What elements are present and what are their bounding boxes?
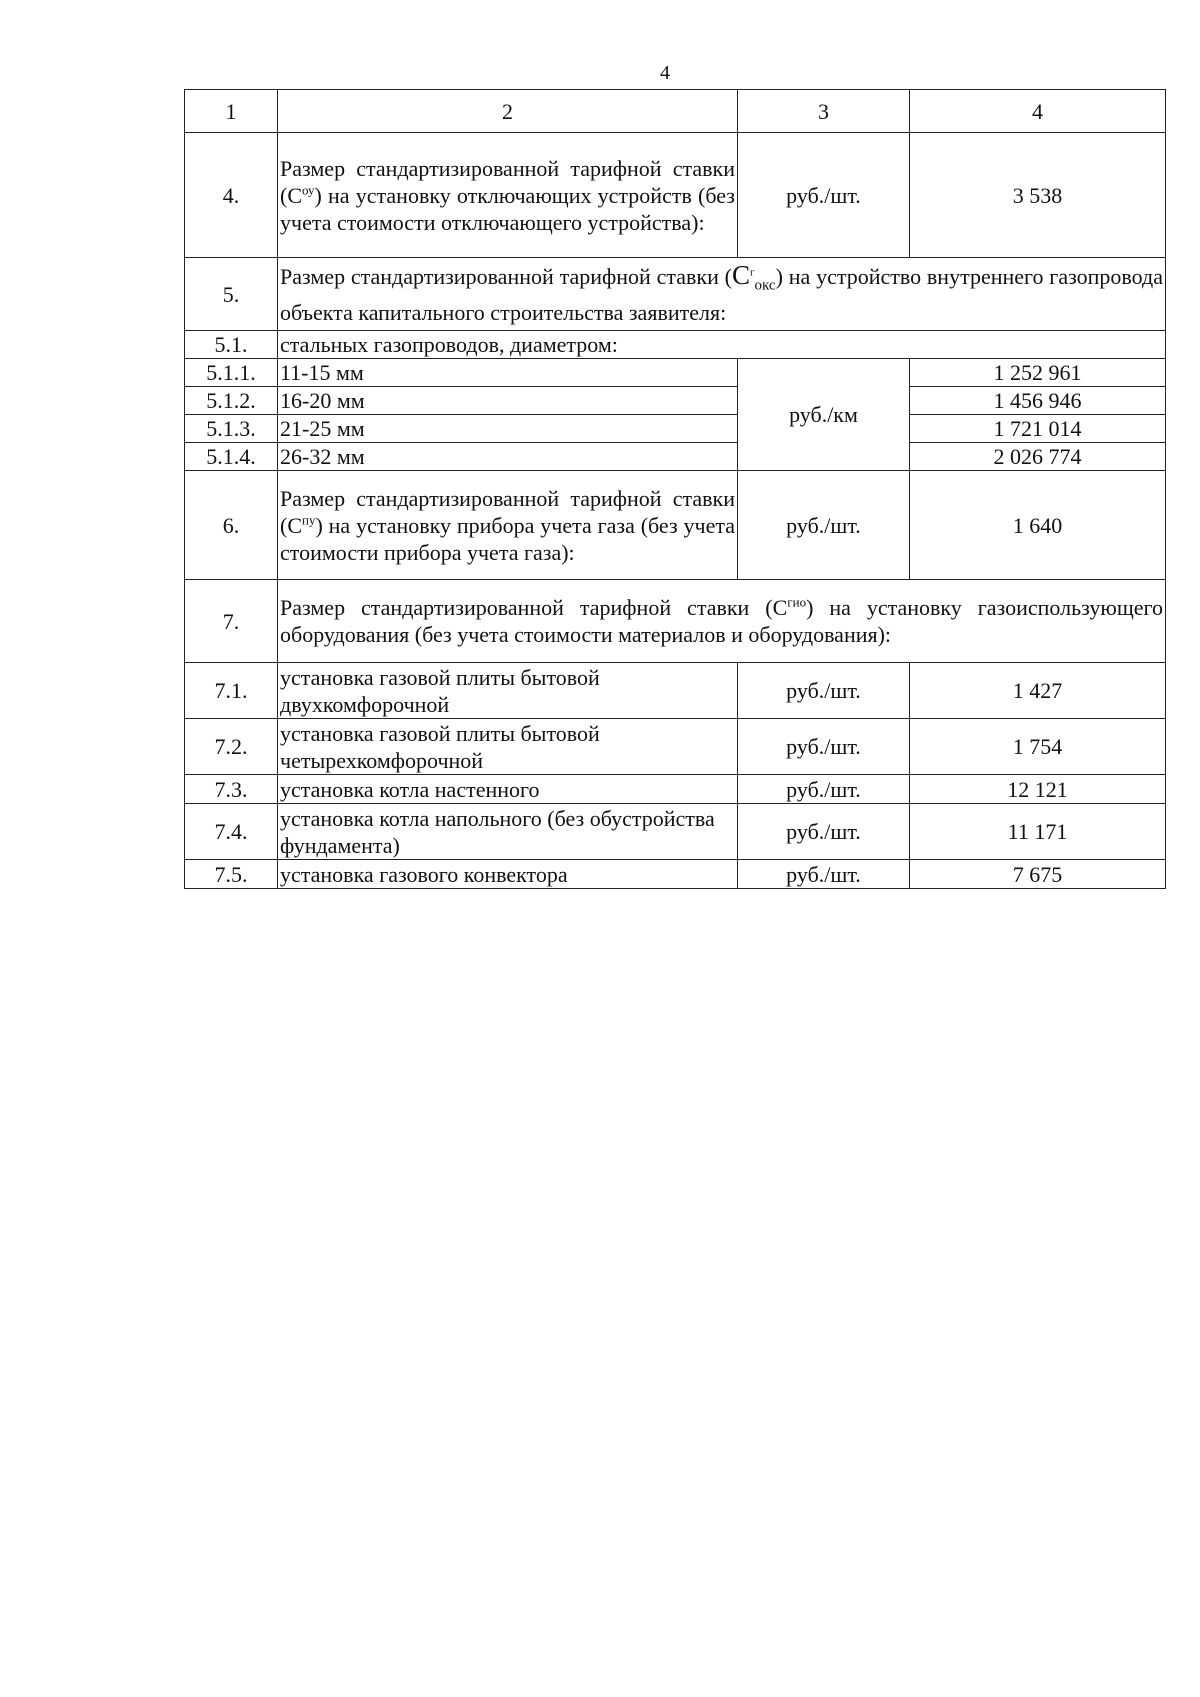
row-value: 11 171 — [910, 804, 1166, 860]
row-number: 7.1. — [185, 663, 278, 719]
row-value: 2 026 774 — [910, 443, 1166, 471]
row-description: стальных газопроводов, диаметром: — [278, 331, 1166, 359]
row-description: установка котла напольного (без обустройства фундамента) — [278, 804, 738, 860]
row-unit: руб./км — [738, 359, 910, 471]
row-value: 1 427 — [910, 663, 1166, 719]
row-value: 1 754 — [910, 719, 1166, 775]
table-row — [185, 443, 1166, 471]
table-row — [185, 387, 1166, 415]
row-unit: руб./шт. — [738, 804, 910, 860]
row-value: 1 721 014 — [910, 415, 1166, 443]
row-description: установка котла настенного — [278, 775, 738, 804]
row-description: 21-25 мм — [278, 415, 738, 443]
row-description: 11-15 мм — [278, 359, 738, 387]
table-header-row — [185, 90, 1166, 133]
table-row — [185, 580, 1166, 663]
page-number: 4 — [660, 62, 670, 84]
row-unit: руб./шт. — [738, 471, 910, 580]
row-value: 12 121 — [910, 775, 1166, 804]
header-col-1: 1 — [185, 90, 278, 133]
row-value: 1 640 — [910, 471, 1166, 580]
row-description: Размер стандартизированной тарифной ставки $(С^г_{окс})$ на устройство внутреннего газопровода объекта капитального строительства заявителя: — [278, 258, 1166, 331]
row-number: 7.5. — [185, 860, 278, 889]
table-row — [185, 258, 1166, 331]
table-row — [185, 719, 1166, 775]
row-number: 5.1.3. — [185, 415, 278, 443]
table-row — [185, 775, 1166, 804]
table-row — [185, 804, 1166, 860]
row-unit: руб./шт. — [738, 719, 910, 775]
row-description: 16-20 мм — [278, 387, 738, 415]
row-description: 26-32 мм — [278, 443, 738, 471]
table-row — [185, 860, 1166, 889]
table-row — [185, 359, 1166, 387]
row-value: 1 252 961 — [910, 359, 1166, 387]
rate-symbol-superscript: оу — [302, 182, 315, 198]
row-number: 5.1.2. — [185, 387, 278, 415]
table-row — [185, 663, 1166, 719]
row-value: 7 675 — [910, 860, 1166, 889]
row-number: 5. — [185, 258, 278, 331]
row-description: установка газовой плиты бытовой двухкомфорочной — [278, 663, 738, 719]
row-number: 5.1.1. — [185, 359, 278, 387]
header-col-3: 3 — [738, 90, 910, 133]
row-number: 5.1.4. — [185, 443, 278, 471]
row-number: 4. — [185, 133, 278, 258]
row-description: установка газовой плиты бытовой четырехкомфорочной — [278, 719, 738, 775]
header-col-2: 2 — [278, 90, 738, 133]
table-row — [185, 133, 1166, 258]
table-row — [185, 415, 1166, 443]
table-row — [185, 471, 1166, 580]
row-description: Размер стандартизированной тарифной ставки $(С^{пу})$ на установку прибора учета газа (без учета стоимости прибора учета газа): — [278, 471, 738, 580]
row-description: установка газового конвектора — [278, 860, 738, 889]
row-description: Размер стандартизированной тарифной ставки $(С^{гио})$ на установку газоиспользующего оборудования (без учета стоимости материалов и оборудования): — [278, 580, 1166, 663]
row-number: 7.4. — [185, 804, 278, 860]
table-row — [185, 331, 1166, 359]
row-value: 3 538 — [910, 133, 1166, 258]
row-value: 1 456 946 — [910, 387, 1166, 415]
row-number: 5.1. — [185, 331, 278, 359]
rate-symbol-superscript: пу — [302, 512, 316, 528]
row-number: 6. — [185, 471, 278, 580]
row-unit: руб./шт. — [738, 133, 910, 258]
row-number: 7. — [185, 580, 278, 663]
row-number: 7.3. — [185, 775, 278, 804]
row-unit: руб./шт. — [738, 860, 910, 889]
header-col-4: 4 — [910, 90, 1166, 133]
rate-symbol: С — [731, 259, 750, 290]
tariff-table — [184, 89, 1166, 889]
row-number: 7.2. — [185, 719, 278, 775]
row-unit: руб./шт. — [738, 663, 910, 719]
row-description: Размер стандартизированной тарифной ставки $(С^{оу})$ на установку отключающих устройств (без учета стоимости отключающего устройства): — [278, 133, 738, 258]
rate-symbol-superscript: гио — [787, 594, 807, 610]
row-unit: руб./шт. — [738, 775, 910, 804]
